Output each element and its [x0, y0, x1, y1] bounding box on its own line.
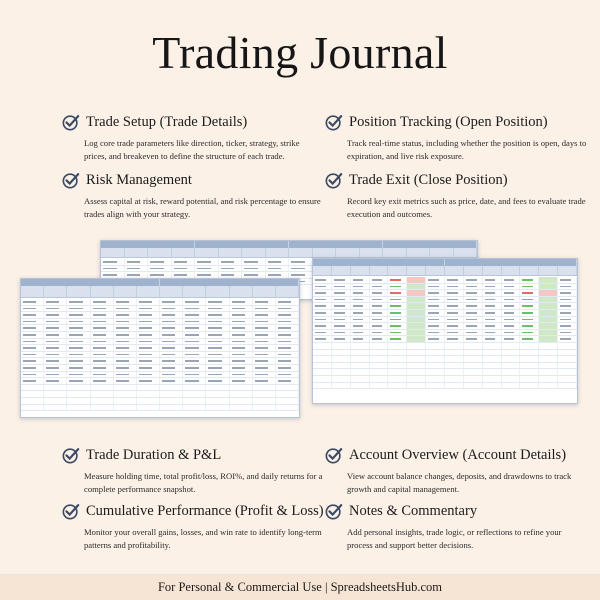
checkmark-circle-icon — [62, 171, 80, 189]
checkmark-circle-icon — [62, 446, 80, 464]
footer-band: For Personal & Commercial Use | SpreadsheetsHub.com — [0, 574, 600, 600]
checkmark-circle-icon — [325, 113, 343, 131]
checkmark-circle-icon — [62, 502, 80, 520]
feature-trade-duration — [62, 446, 323, 497]
feature-notes-commentary — [325, 502, 575, 553]
feature-title: Notes & Commentary — [349, 502, 478, 519]
feature-description: Track real-time status, including whether the position is open, days to expiration, and live risk exposure. — [347, 138, 587, 162]
feature-trade-exit — [325, 171, 586, 222]
feature-title: Position Tracking (Open Position) — [349, 113, 548, 130]
feature-description: Log core trade parameters like direction, ticker, strategy, strike prices, and breakeven to define the structure of each trade. — [84, 138, 300, 162]
checkmark-circle-icon — [325, 171, 343, 189]
feature-title: Risk Management — [86, 171, 192, 188]
feature-description: View account balance changes, deposits, and drawdowns to track growth and capital management. — [347, 471, 572, 495]
spreadsheet-preview-account-details — [312, 258, 578, 404]
feature-description: Monitor your overall gains, losses, and win rate to identify long-term patterns and profitability. — [84, 527, 322, 551]
feature-description: Measure holding time, total profit/loss, ROI%, and daily returns for a complete performance snapshot. — [84, 471, 323, 495]
checkmark-circle-icon — [62, 113, 80, 131]
page-title: Trading Journal — [152, 27, 448, 78]
feature-title: Cumulative Performance (Profit & Loss) — [86, 502, 324, 519]
feature-description: Record key exit metrics such as price, date, and fees to evaluate trade execution and outcomes. — [347, 196, 586, 220]
feature-trade-setup — [62, 113, 312, 164]
feature-account-overview — [325, 446, 575, 497]
feature-cumulative-performance — [62, 502, 324, 553]
feature-description: Add personal insights, trade logic, or reflections to refine your process and support better decisions. — [347, 527, 562, 551]
feature-title: Trade Duration & P&L — [86, 446, 222, 463]
feature-risk-management — [62, 171, 321, 222]
feature-position-tracking — [325, 113, 587, 164]
feature-title: Account Overview (Account Details) — [349, 446, 567, 463]
spreadsheet-preview-risk-management — [20, 278, 300, 418]
feature-title: Trade Exit (Close Position) — [349, 171, 508, 188]
feature-description: Assess capital at risk, reward potential, and risk percentage to ensure trades align with your strategy. — [84, 196, 321, 220]
feature-title: Trade Setup (Trade Details) — [86, 113, 248, 130]
checkmark-circle-icon — [325, 502, 343, 520]
checkmark-circle-icon — [325, 446, 343, 464]
